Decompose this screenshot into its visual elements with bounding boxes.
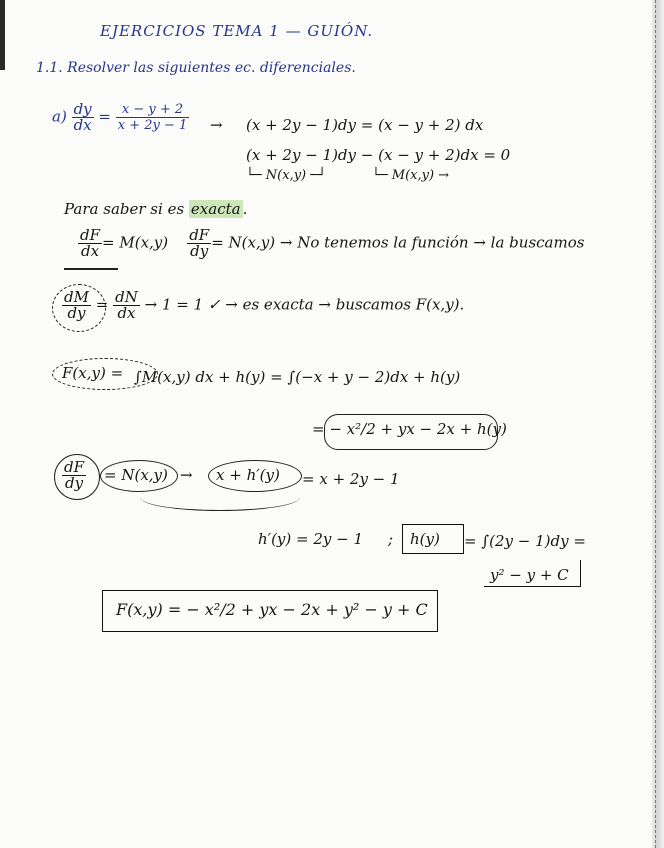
derivative-rest: = x + 2y − 1 <box>302 470 400 488</box>
arrow: → <box>210 116 223 134</box>
integral-lhs: F(x,y) = <box>62 364 124 382</box>
exactness-condition: $\frac{dM}{dy}$ = $\frac{dN}{dx}$ → 1 = 1 ✓ → es exacta → buscamos F(x,y). <box>64 288 465 322</box>
result-bracket <box>324 414 498 450</box>
h-term: h(y) <box>410 530 440 548</box>
dy-dx-fraction: $\frac{dy}{dx}$ <box>73 100 92 134</box>
n-term: = N(x,y) <box>104 466 168 484</box>
h-result: y² − y + C <box>490 566 569 584</box>
step-1: (x + 2y − 1)dy = (x − y + 2) dx <box>246 116 484 134</box>
underline-mark <box>64 268 118 270</box>
integral-result: = − x²/2 + yx − 2x + h(y) <box>312 420 507 438</box>
step-2: (x + 2y − 1)dy − (x − y + 2)dx = 0 <box>246 146 511 164</box>
m-label: └─ M(x,y) → <box>372 168 450 183</box>
derivative-arrow: → <box>180 466 193 484</box>
xh-term: x + h′(y) <box>216 466 280 484</box>
connector-curve <box>140 484 300 511</box>
highlight-exacta: exacta <box>190 200 241 218</box>
ode-equation: a) $\frac{dy}{dx}$ = $\frac{x - y + 2}{x + 2y - 1}$ <box>52 100 188 134</box>
separator: ; <box>388 530 394 548</box>
h-prime-eq: h′(y) = 2y − 1 <box>258 530 364 548</box>
h-integral: = ∫(2y − 1)dy = <box>464 532 586 550</box>
integral-expression: ∫M(x,y) dx + h(y) = ∫(−x + y − 2)dx + h(y) <box>134 368 461 386</box>
partial-definitions: $\frac{dF}{dx}$ = M(x,y) $\frac{dF}{dy}$ = N(x,y) → No tenemos la función → la buscamos <box>80 226 585 260</box>
df-dy: $\frac{dF}{dy}$ <box>64 458 85 492</box>
part-label: a) <box>52 107 67 126</box>
page-title: EJERCICIOS TEMA 1 — GUIÓN. <box>100 22 374 40</box>
page-left-edge <box>0 0 5 70</box>
exactness-prompt: Para saber si es exacta . <box>64 200 248 218</box>
n-label: └─ N(x,y) ─┘ <box>246 168 326 183</box>
exercise-statement: 1.1. Resolver las siguientes ec. diferenciales. <box>36 60 356 76</box>
spiral-binding <box>652 0 664 848</box>
final-answer: F(x,y) = − x²/2 + yx − 2x + y² − y + C <box>116 600 428 619</box>
h-result-box <box>484 560 581 587</box>
rhs-fraction: $\frac{x - y + 2}{x + 2y - 1}$ <box>117 102 188 133</box>
